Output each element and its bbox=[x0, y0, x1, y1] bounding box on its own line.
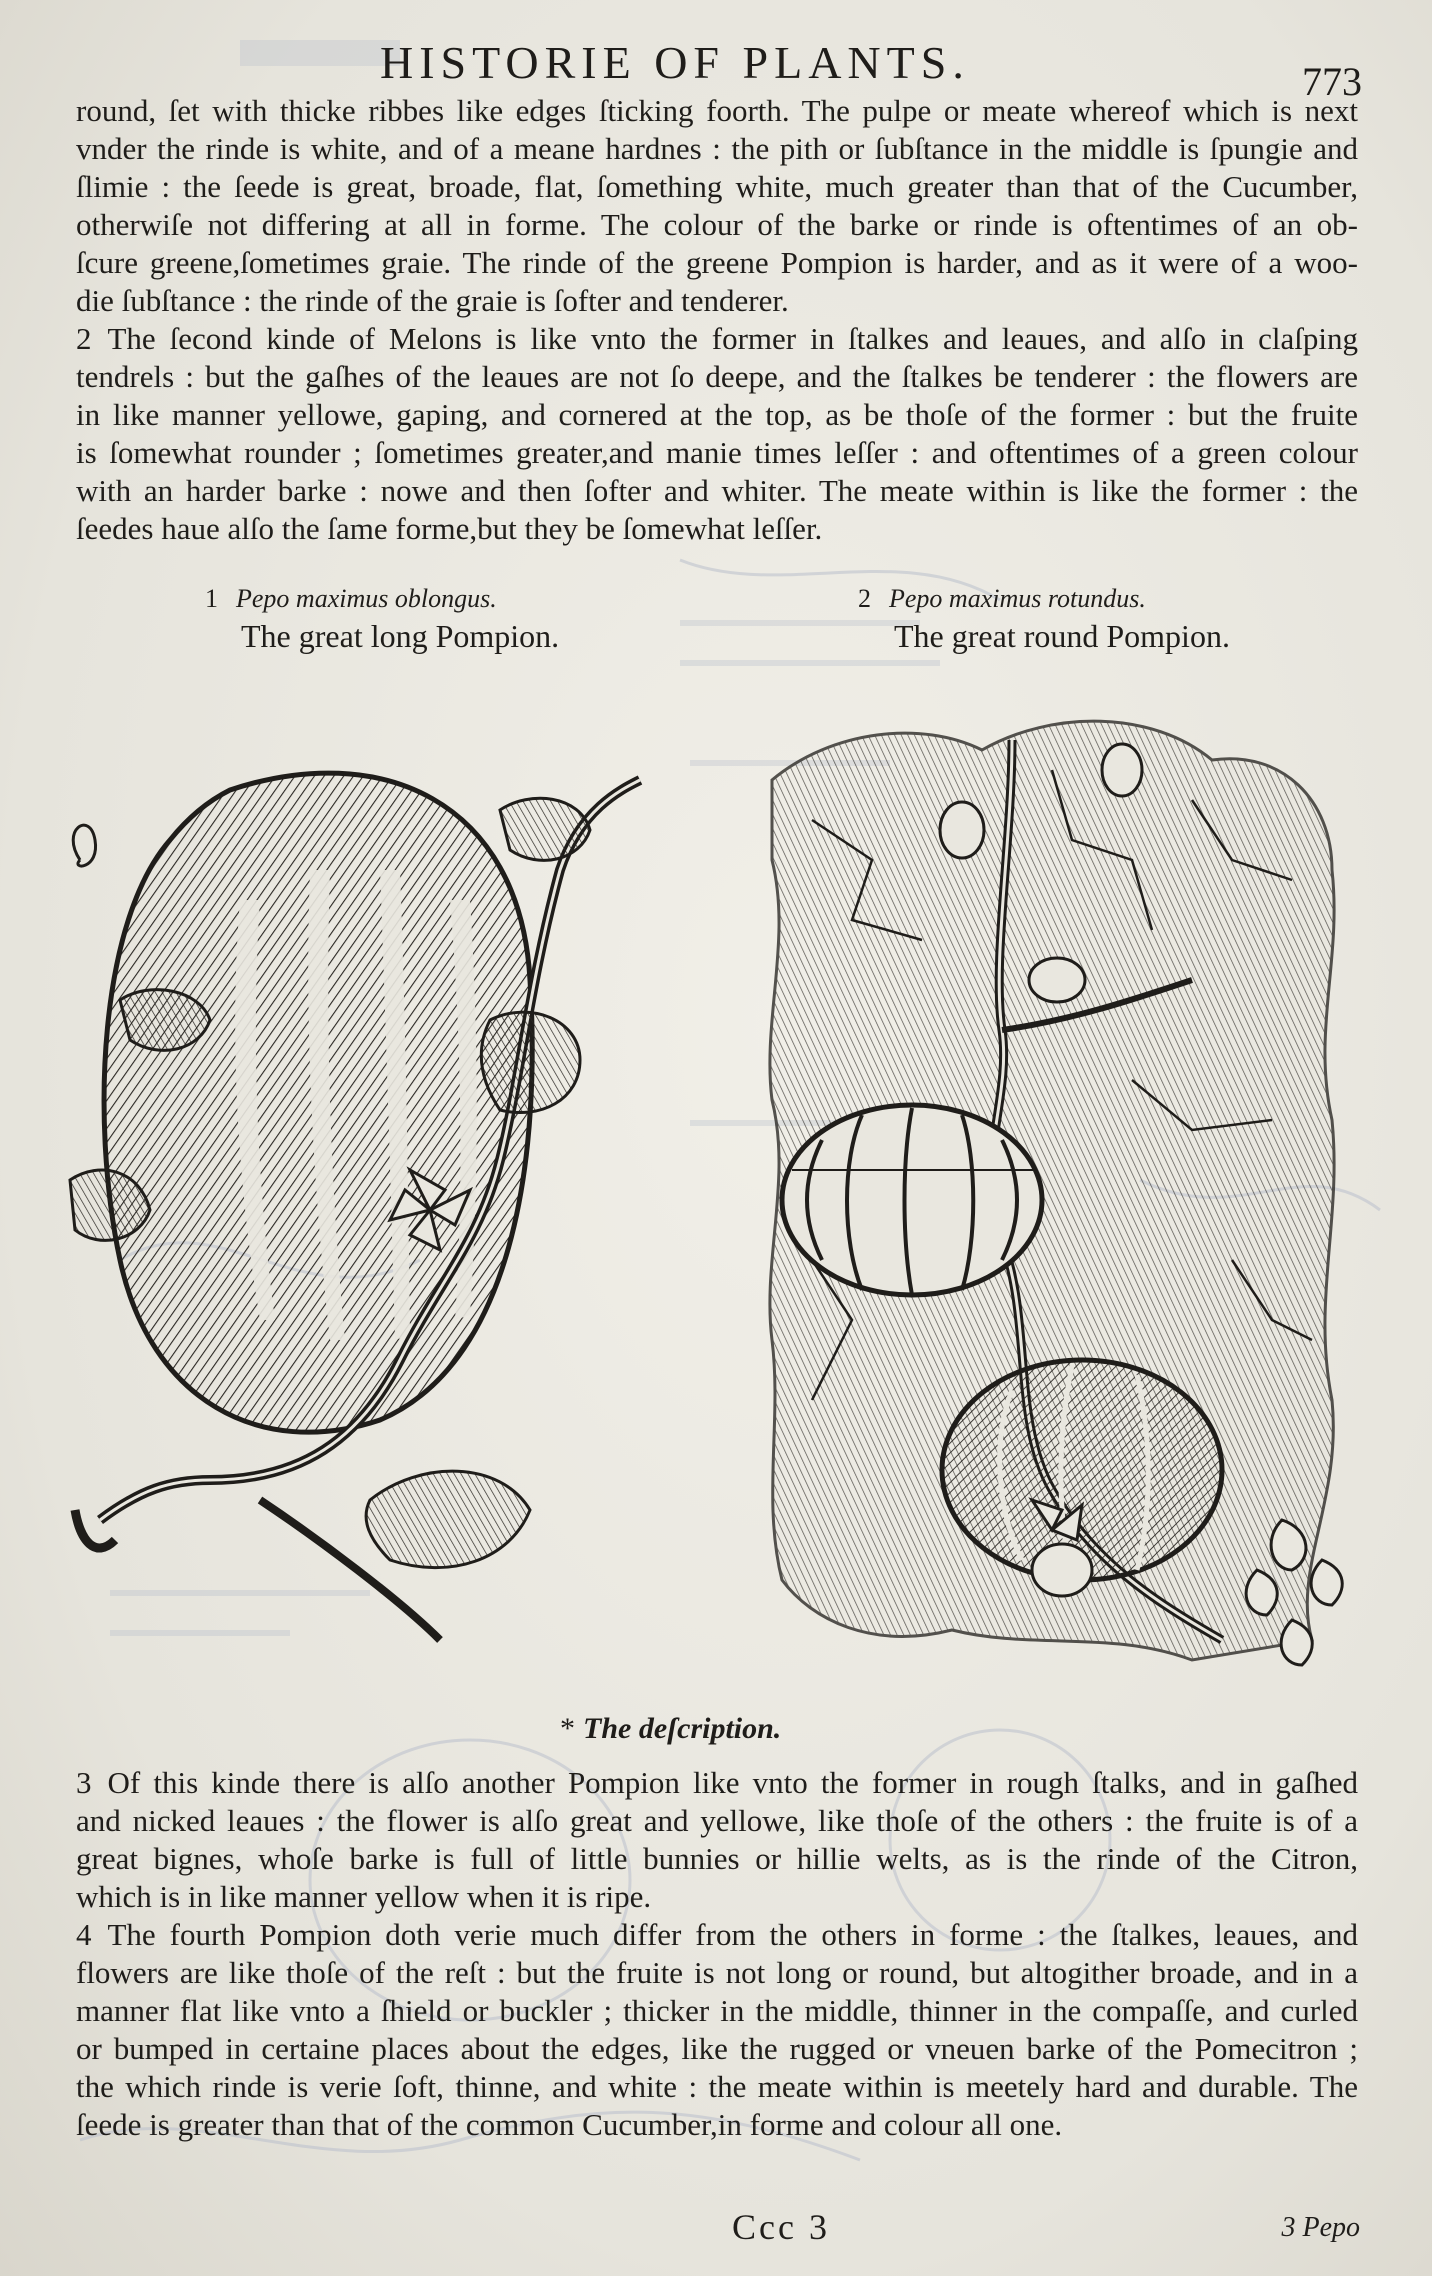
text-line: die ſubſtance : the rinde of the graie is ſofter and tenderer. bbox=[76, 283, 789, 318]
text-line: otherwiſe not differing at all in forme. The colour of the barke or rinde is oftentimes of an ob- bbox=[76, 207, 1358, 242]
text-line: in like manner yellowe, gaping, and cornered at the top, as be thoſe of the former : but the fruite bbox=[76, 397, 1358, 432]
text-line: Of this kinde there is alſo another Pompion like vnto the former in rough ſtalks, and in gaſhed bbox=[107, 1765, 1358, 1800]
text-line: the which rinde is verie ſoft, thinne, and white : the meate within is meetely hard and durable. The bbox=[76, 2069, 1358, 2104]
description-title: The deſcription. bbox=[583, 1712, 782, 1745]
catchword: 3 Pepo bbox=[1281, 2212, 1360, 2243]
english-name: The great long Pompion. bbox=[241, 618, 560, 654]
text-line: ſeedes haue alſo the ſame forme,but they be ſomewhat leſſer. bbox=[76, 511, 823, 546]
text-line: ſlimie : the ſeede is great, broade, flat, ſomething white, much greater than that of the Cucumber, bbox=[76, 169, 1358, 204]
long-pompion-woodcut bbox=[60, 720, 660, 1660]
latin-name: Pepo maximus oblongus. bbox=[236, 584, 497, 613]
paragraph-3-first-line bbox=[76, 1764, 1358, 1802]
paragraph-number: 3 bbox=[76, 1765, 92, 1800]
text-line: vnder the rinde is white, and of a meane hardnes : the pith or ſubſtance in the middle is ſpungie and bbox=[76, 131, 1358, 166]
text-line: ſeede is greater than that of the common Cucumber,in forme and colour all one. bbox=[76, 2107, 1063, 2142]
figure-number: 2 bbox=[858, 584, 871, 613]
paragraph-4-first-line bbox=[76, 1916, 1358, 1954]
top-text-block bbox=[76, 92, 1358, 548]
text-line: tendrels : but the gaſhes of the leaues are not ſo deepe, and the ſtalkes be tenderer : the flowers are bbox=[76, 359, 1358, 394]
bottom-text-block bbox=[76, 1764, 1358, 2144]
text-line: flowers are like thoſe of the reſt : but the fruite is not long or round, but altogither broade, and in a bbox=[76, 1955, 1358, 1990]
text-line: is ſomewhat rounder ; ſometimes greater,and manie times leſſer : and oftentimes of a green colour bbox=[76, 435, 1358, 470]
paragraph-number: 2 bbox=[76, 321, 92, 356]
paragraph-2-first-line bbox=[76, 320, 1358, 358]
page-header bbox=[0, 30, 1432, 104]
signature-mark: Ccc 3 bbox=[732, 2207, 830, 2247]
figure-number: 1 bbox=[205, 584, 218, 613]
description-heading bbox=[560, 1712, 781, 1746]
round-pompion-woodcut bbox=[752, 700, 1352, 1690]
figure-2-caption bbox=[858, 582, 1230, 656]
text-line: great bignes, whoſe barke is full of little bunnies or hillie welts, as is the rinde of the Citron, bbox=[76, 1841, 1358, 1876]
text-line: round, ſet with thicke ribbes like edges ſticking foorth. The pulpe or meate whereof which is next bbox=[76, 93, 1358, 128]
text-line: The fourth Pompion doth verie much differ from the others in forme : the ſtalkes, leaues, and bbox=[107, 1917, 1358, 1952]
paragraph-number: 4 bbox=[76, 1917, 92, 1952]
english-name: The great round Pompion. bbox=[894, 618, 1230, 654]
text-line: and nicked leaues : the flower is alſo great and yellowe, like thoſe of the others : the fruite is of a bbox=[76, 1803, 1358, 1838]
text-line: or bumped in certaine places about the edges, like the rugged or vneuen barke of the Pomecitron ; bbox=[76, 2031, 1358, 2066]
text-line: ſcure greene,ſometimes graie. The rinde of the greene Pompion is harder, and as it were of a woo- bbox=[76, 245, 1358, 280]
asterisk-mark: * bbox=[560, 1712, 575, 1745]
text-line: with an harder barke : nowe and then ſofter and whiter. The meate within is like the former : the bbox=[76, 473, 1358, 508]
text-line: which is in like manner yellow when it is ripe. bbox=[76, 1879, 652, 1914]
page-number: 773 bbox=[1302, 59, 1362, 104]
figure-1-caption bbox=[205, 582, 559, 656]
running-title: HISTORIE OF PLANTS. bbox=[380, 37, 970, 88]
text-line: The ſecond kinde of Melons is like vnto the former in ſtalkes and leaues, and alſo in claſping bbox=[107, 321, 1358, 356]
latin-name: Pepo maximus rotundus. bbox=[889, 584, 1146, 613]
text-line: manner flat like vnto a ſhield or buckler ; thicker in the middle, thinner in the compaſſe, and curled bbox=[76, 1993, 1358, 2028]
